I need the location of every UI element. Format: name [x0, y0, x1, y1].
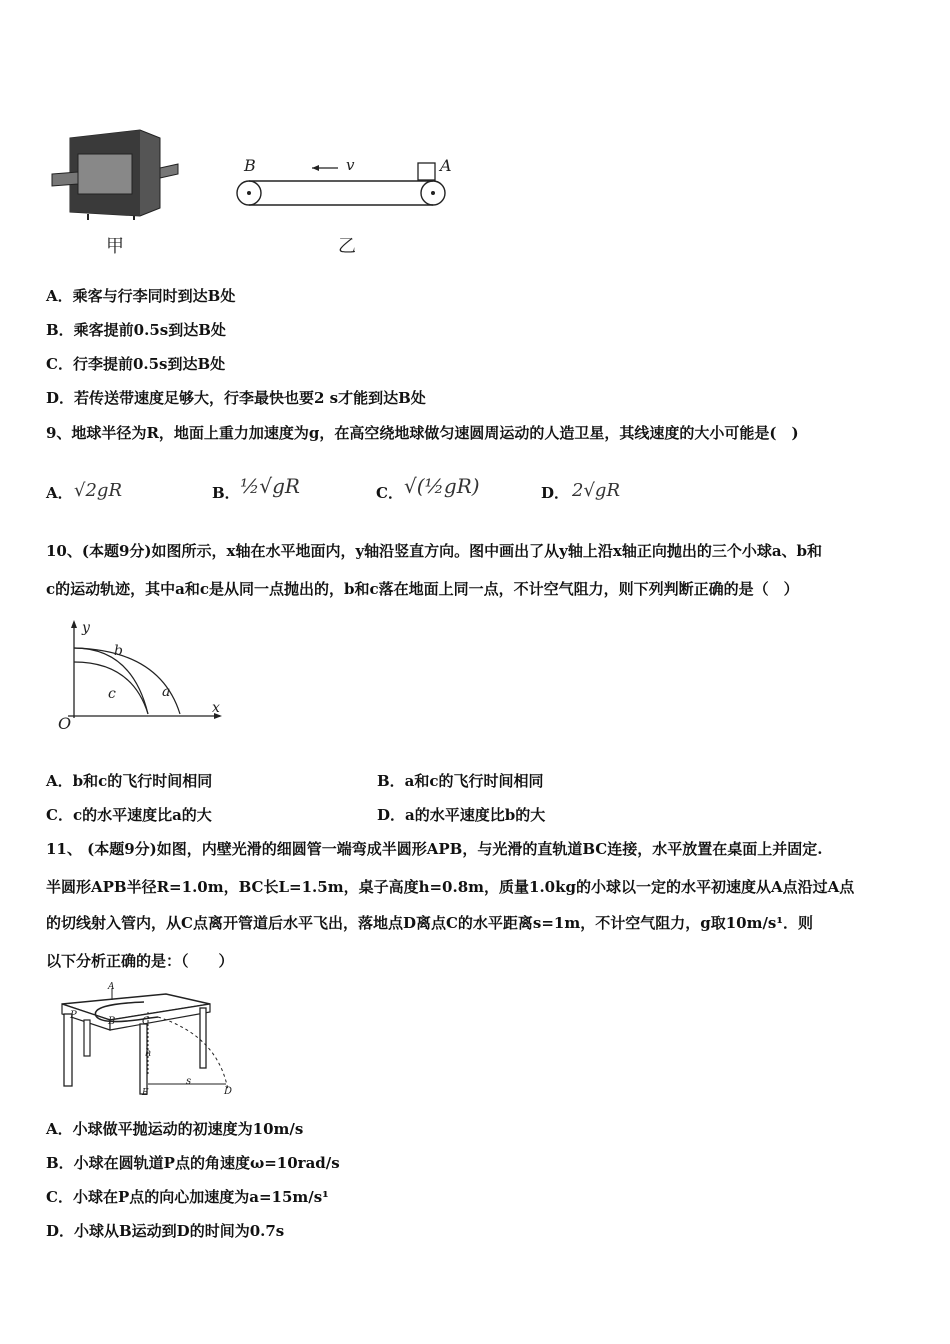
q10-stem-line-1: 10、(本题9分)如图所示，x轴在水平地面内，y轴沿竖直方向。图中画出了从y轴上沿x轴正向抛出的三个小球a、b和	[46, 542, 823, 560]
q11-label-c: C	[142, 1016, 150, 1027]
q11-label-e: E	[142, 1088, 149, 1098]
label-A: A	[440, 156, 452, 175]
q10-label-y: y	[82, 620, 90, 636]
q10-label-o: O	[58, 714, 72, 733]
q9-stem: 9、地球半径为R，地面上重力加速度为g，在高空绕地球做匀速圆周运动的人造卫星，其线速度的大小可能是( )	[46, 424, 799, 442]
q9-option-b-expr: ½√gR	[240, 474, 300, 498]
q9-option-a-expr: √2gR	[74, 480, 122, 501]
table-track-figure	[50, 986, 240, 1098]
q10-option-d: D．a的水平速度比b的大	[377, 806, 546, 824]
q10-stem-line-2: c的运动轨迹，其中a和c是从同一点抛出的，b和c落在地面上同一点，不计空气阻力，则下列判断正确的是（ ）	[46, 580, 799, 598]
q8-option-b: B．乘客提前0.5s到达B处	[46, 321, 226, 339]
caption-yi: 乙	[338, 236, 356, 257]
q10-option-a: A．b和c的飞行时间相同	[46, 772, 213, 790]
q11-option-c: C．小球在P点的向心加速度为a=15m/s¹	[46, 1188, 329, 1206]
q11-stem-line-4: 以下分析正确的是：（ ）	[46, 952, 234, 970]
q9-option-d-label: D．	[541, 484, 570, 502]
q10-label-c: c	[108, 686, 116, 702]
q11-stem-line-1: 11、 (本题9分)如图，内壁光滑的细圆管一端弯成半圆形APB，与光滑的直轨道BC连接，水平放置在桌面上并固定.	[46, 840, 823, 858]
q11-stem-line-3: 的切线射入管内，从C点离开管道后水平飞出，落地点D离点C的水平距离s=1m，不计空气阻力，g取10m/s¹．则	[46, 914, 813, 932]
q11-option-d: D．小球从B运动到D的时间为0.7s	[46, 1222, 285, 1240]
label-B: B	[244, 156, 256, 175]
q11-stem-line-2: 半圆形APB半径R=1.0m，BC长L=1.5m，桌子高度h=0.8m，质量1.0kg的小球以一定的水平初速度从A点沿过A点	[46, 878, 855, 896]
q11-option-a: A．小球做平抛运动的初速度为10m/s	[46, 1120, 304, 1138]
q11-label-d: D	[224, 1086, 233, 1097]
q11-option-b: B．小球在圆轨道P点的角速度ω=10rad/s	[46, 1154, 340, 1172]
caption-jia: 甲	[106, 236, 124, 257]
q9-option-c-expr: √(½gR)	[404, 474, 480, 498]
trajectory-figure	[52, 618, 228, 734]
q11-label-p: P	[70, 1010, 77, 1021]
q10-option-b: B．a和c的飞行时间相同	[377, 772, 544, 790]
q8-option-d: D．若传送带速度足够大，行李最快也要2 s才能到达B处	[46, 389, 426, 407]
q9-option-b-label: B．	[212, 484, 240, 502]
q10-label-b: b	[114, 643, 123, 659]
q11-label-a: A	[108, 982, 115, 992]
q11-label-h: h	[145, 1048, 152, 1059]
xray-machine-figure	[48, 124, 180, 220]
q11-label-b: B	[108, 1016, 116, 1027]
q9-option-a-label: A．	[46, 484, 73, 502]
q9-option-c-label: C．	[376, 484, 403, 502]
q8-option-a: A．乘客与行李同时到达B处	[46, 287, 236, 305]
q10-option-c: C．c的水平速度比a的大	[46, 806, 212, 824]
q11-label-s: s	[186, 1076, 192, 1087]
q10-label-x: x	[212, 700, 220, 716]
q10-label-a: a	[162, 684, 171, 700]
q8-option-c: C．行李提前0.5s到达B处	[46, 355, 226, 373]
q9-option-d-expr: 2√gR	[572, 480, 620, 501]
label-v: v	[346, 156, 355, 174]
